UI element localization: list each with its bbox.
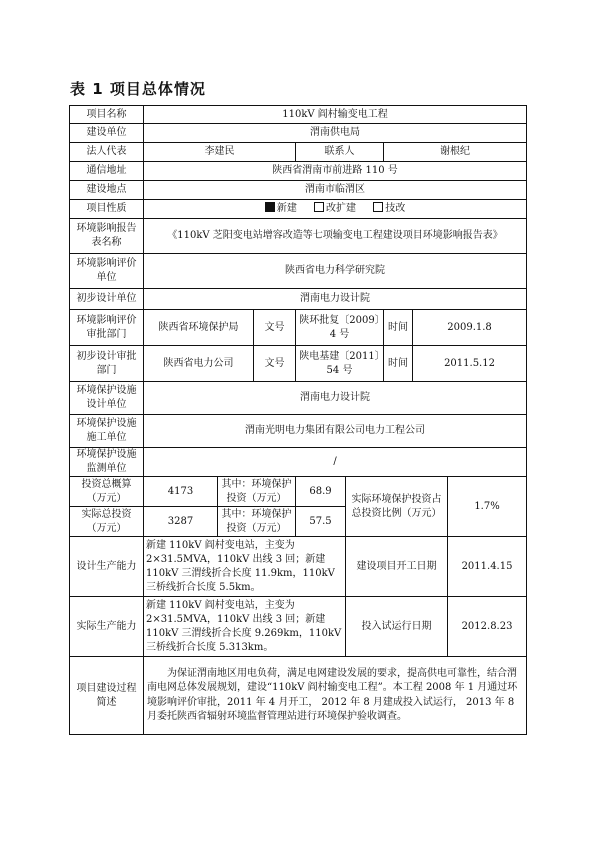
- option-new: [265, 203, 297, 214]
- value-design-time: 2011.5.12: [413, 346, 527, 382]
- table-row: [70, 657, 527, 735]
- value-eia-name: 《110kV 芝阳变电站增容改造等七项输变电工程建设项目环境影响报告表》: [144, 219, 527, 254]
- label-invest-est-ep: 其中：环境保护投资（万元）: [218, 477, 296, 507]
- label-legal-rep: 法人代表: [70, 143, 144, 162]
- label-eia-approval: 环境影响评价审批部门: [70, 310, 144, 346]
- label-design-doc: 文号: [254, 346, 296, 382]
- option-expand-label: 改扩建: [326, 203, 357, 214]
- value-cap-actual: 新建 110kV 阎村变电站，主变为 2×31.5MVA，110kV 出线 3 回；新建 110kV 三渭线折合长度 9.269km，110kV 三桥线折合长度 5.313km。: [144, 597, 346, 657]
- value-invest-act: 3287: [144, 507, 218, 537]
- label-start-date: 建设项目开工日期: [346, 537, 448, 597]
- value-design-doc: 陕电基建〔2011〕54 号: [296, 346, 384, 382]
- value-design-approval-dept: 陕西省电力公司: [144, 346, 254, 382]
- label-invest-act-ep: 其中：环境保护投资（万元）: [218, 507, 296, 537]
- table-row: [70, 346, 527, 382]
- value-start-date: 2011.4.15: [448, 537, 527, 597]
- nature-options: [144, 200, 527, 219]
- value-site: 渭南市临渭区: [144, 181, 527, 200]
- unchecked-box-icon: [373, 202, 383, 212]
- value-address: 陕西省渭南市前进路 110 号: [144, 162, 527, 181]
- label-design-unit: 初步设计单位: [70, 289, 144, 310]
- value-eia-time: 2009.1.8: [413, 310, 527, 346]
- label-invest-est: 投资总概算（万元）: [70, 477, 144, 507]
- value-cap-design: 新建 110kV 阎村变电站，主变为 2×31.5MVA，110kV 出线 3 回；新建 110kV 三渭线折合长度 11.9km，110kV 三桥线折合长度 5.5km。: [144, 537, 346, 597]
- unchecked-box-icon: [314, 202, 324, 212]
- table-row: [70, 162, 527, 181]
- option-new-label: 新建: [276, 203, 297, 214]
- label-design-time: 时间: [384, 346, 413, 382]
- table-row: [70, 200, 527, 219]
- label-ep-monitor: 环境保护设施监测单位: [70, 448, 144, 477]
- value-summary: 为保证渭南地区用电负荷，满足电网建设发展的要求，提高供电可靠性，结合渭南电网总体发展规划，建设“110kV 阎村输变电工程”。本工程 2008 年 1 月通过环境影响评价审批，2011 年 4 月开工， 2012 年 8 月建成投入试运行， 2013 年 8 月委托陕西省辐射环境监督管理站进行环境保护验收调查。: [144, 657, 527, 735]
- table-row: [70, 219, 527, 254]
- table-row: [70, 254, 527, 289]
- label-nature: 项目性质: [70, 200, 144, 219]
- value-ep-ratio: 1.7%: [448, 477, 527, 537]
- table-row: [70, 143, 527, 162]
- value-ep-design: 渭南电力设计院: [144, 382, 527, 415]
- label-cap-design: 设计生产能力: [70, 537, 144, 597]
- table-row: [70, 415, 527, 448]
- value-invest-est-ep: 68.9: [296, 477, 346, 507]
- value-eia-unit: 陕西省电力科学研究院: [144, 254, 527, 289]
- value-invest-act-ep: 57.5: [296, 507, 346, 537]
- label-builder: 建设单位: [70, 124, 144, 143]
- label-ep-build: 环境保护设施施工单位: [70, 415, 144, 448]
- label-contact: 联系人: [296, 143, 384, 162]
- label-ep-design: 环境保护设施设计单位: [70, 382, 144, 415]
- label-project-name: 项目名称: [70, 106, 144, 124]
- table-row: [70, 181, 527, 200]
- label-eia-time: 时间: [384, 310, 413, 346]
- table-row: [70, 382, 527, 415]
- value-ep-monitor: /: [144, 448, 527, 477]
- value-invest-est: 4173: [144, 477, 218, 507]
- table-row: [70, 289, 527, 310]
- label-summary: 项目建设过程简述: [70, 657, 144, 735]
- label-site: 建设地点: [70, 181, 144, 200]
- value-trial-date: 2012.8.23: [448, 597, 527, 657]
- value-contact: 谢根纪: [384, 143, 527, 162]
- value-design-unit: 渭南电力设计院: [144, 289, 527, 310]
- value-builder: 渭南供电局: [144, 124, 527, 143]
- table-title: 表 1 项目总体情况: [70, 80, 206, 98]
- table-row: [70, 310, 527, 346]
- label-eia-doc: 文号: [254, 310, 296, 346]
- label-trial-date: 投入试运行日期: [346, 597, 448, 657]
- value-ep-build: 渭南光明电力集团有限公司电力工程公司: [144, 415, 527, 448]
- value-legal-rep: 李建民: [144, 143, 296, 162]
- table-row: [70, 537, 527, 597]
- label-cap-actual: 实际生产能力: [70, 597, 144, 657]
- value-project-name: 110kV 阎村输变电工程: [144, 106, 527, 124]
- table-row: [70, 477, 527, 507]
- value-eia-approval-dept: 陕西省环境保护局: [144, 310, 254, 346]
- table-row: [70, 124, 527, 143]
- table-row: [70, 106, 527, 124]
- label-address: 通信地址: [70, 162, 144, 181]
- checked-box-icon: [265, 202, 275, 212]
- project-overview-table: [69, 105, 527, 735]
- label-eia-unit: 环境影响评价单位: [70, 254, 144, 289]
- option-expand: [314, 203, 356, 214]
- option-retrofit: [373, 203, 405, 214]
- label-design-approval: 初步设计审批部门: [70, 346, 144, 382]
- label-ep-ratio: 实际环境保护投资占总投资比例（万元）: [346, 477, 448, 537]
- table-row: [70, 448, 527, 477]
- table-row: [70, 597, 527, 657]
- value-eia-doc: 陕环批复〔2009〕4 号: [296, 310, 384, 346]
- label-eia-name: 环境影响报告表名称: [70, 219, 144, 254]
- label-invest-act: 实际总投资（万元）: [70, 507, 144, 537]
- option-retrofit-label: 技改: [385, 203, 406, 214]
